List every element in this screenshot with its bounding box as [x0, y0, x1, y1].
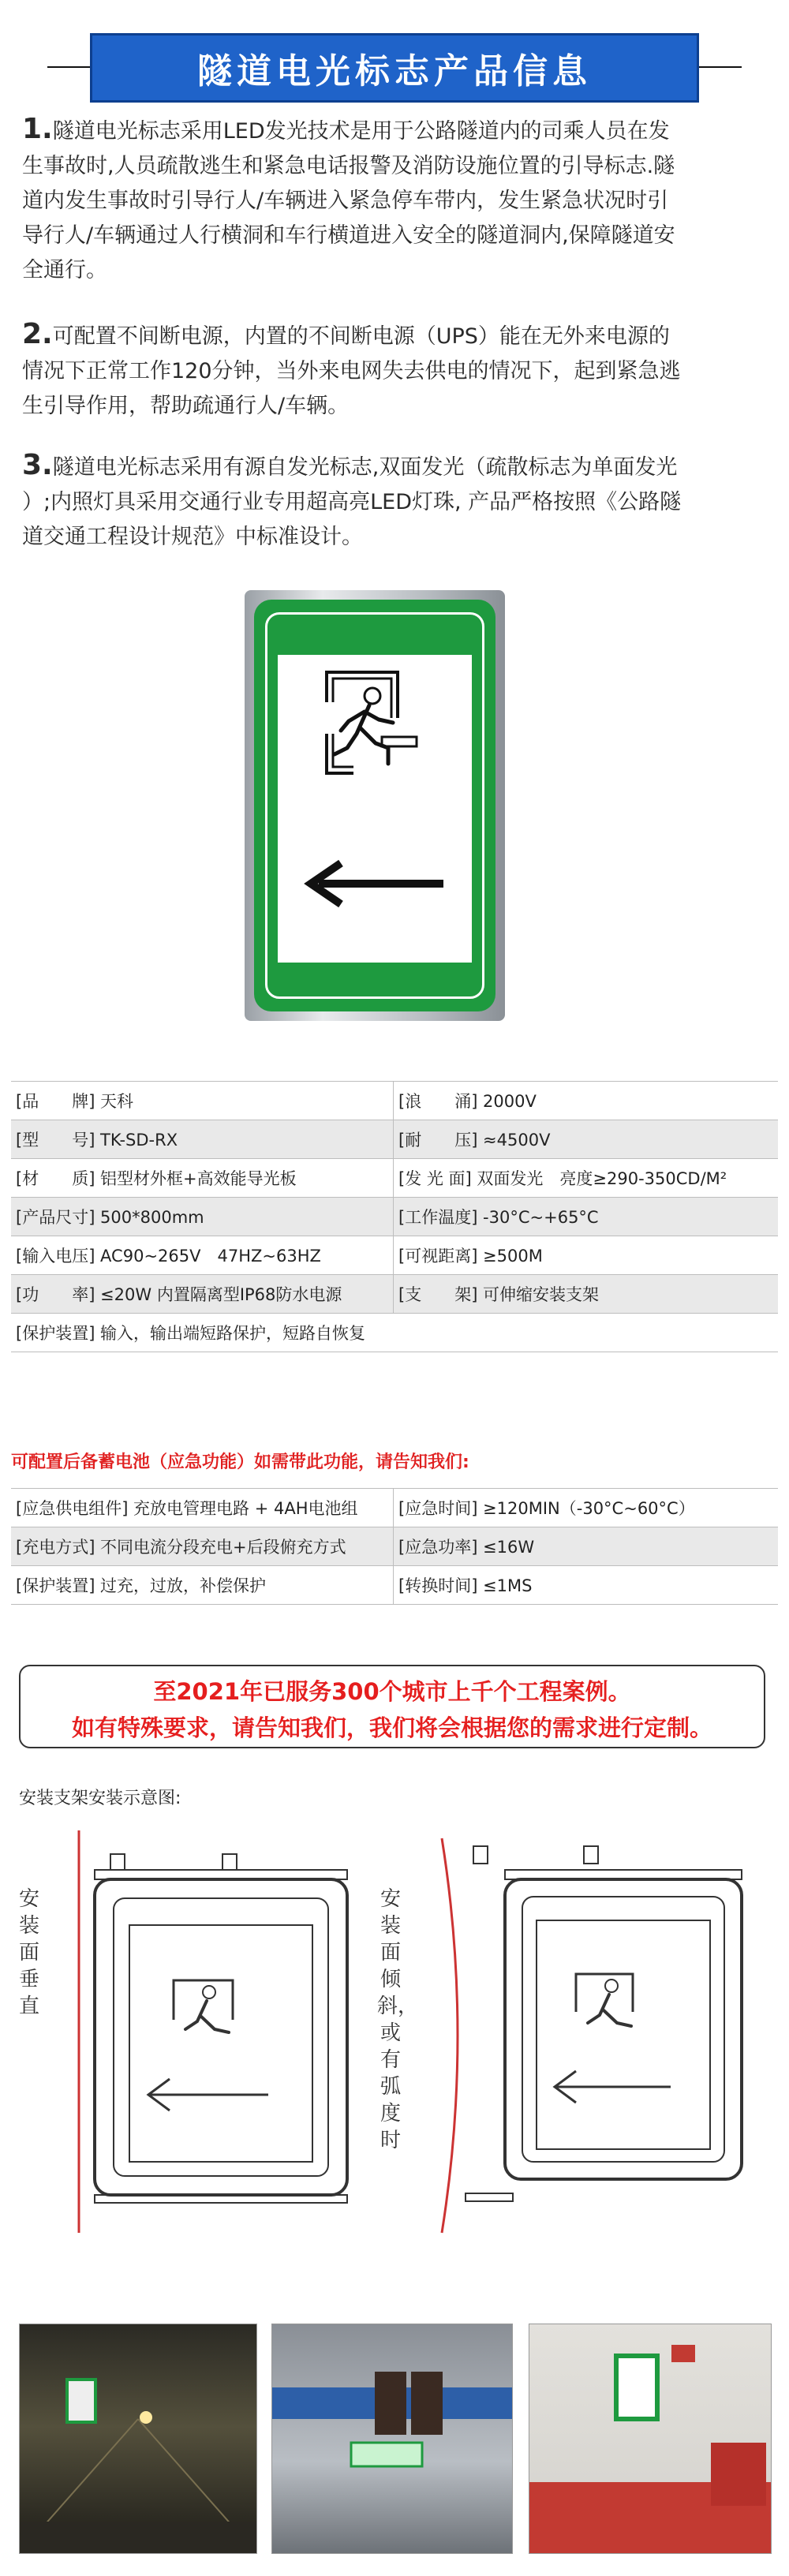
tunnel-photo-2 — [271, 2324, 513, 2554]
table-row: [型 号] TK-SD-RX [耐 压] ≈4500V — [11, 1120, 778, 1159]
intro-paragraph-3: 3.隧道电光标志采用有源自发光标志,双面发光（疏散标志为单面发光 ）;内照灯具采用交通行业专用超高亮LED灯珠, 产品严格按照《公路隧 道交通工程设计规范》中标准设计。 — [22, 449, 682, 549]
tunnel-scene-3 — [529, 2324, 771, 2553]
page-title-box — [90, 33, 699, 103]
banner-line-2: 如有特殊要求，请告知我们，我们将会根据您的需求进行定制。 — [71, 1714, 712, 1741]
table-row: [材 质] 铝型材外框+高效能导光板 [发 光 面] 双面发光 亮度≥290-350CD/M² — [11, 1159, 778, 1198]
spec-table — [11, 1081, 778, 1352]
tunnel-scene-1 — [20, 2324, 256, 2553]
table-row: [保护装置] 输入，输出端短路保护，短路自恢复 — [11, 1314, 778, 1352]
tunnel-photo-3 — [529, 2324, 772, 2554]
banner-line-1: 至2021年已服务300个城市上千个工程案例。 — [153, 1678, 631, 1705]
service-banner — [19, 1665, 765, 1748]
table-row: [应急供电组件] 充放电管理电路 + 4AH电池组 [应急时间] ≥120MIN（-30°C~60°C） — [11, 1489, 778, 1527]
install-diagram-title: 安装支架安装示意图: — [19, 1789, 181, 1808]
evacuation-sign-icon — [278, 655, 472, 963]
battery-spec-table — [11, 1488, 778, 1605]
table-row: [产品尺寸] 500*800mm [工作温度] -30°C~+65°C — [11, 1198, 778, 1236]
table-row: [保护装置] 过充，过放，补偿保护 [转换时间] ≤1MS — [11, 1566, 778, 1605]
table-row: [功 率] ≤20W 内置隔离型IP68防水电源 [支 架] 可伸缩安装支架 — [11, 1275, 778, 1314]
header-rule-left — [47, 66, 95, 68]
intro-paragraph-1: 1.隧道电光标志采用LED发光技术是用于公路隧道内的司乘人员在发 生事故时,人员疏散逃生和紧急电话报警及消防设施位置的引导标志.隧 道内发生事故时引导行人/车辆进入紧急停车带内，发生紧急状况时引 导行人/车辆通过人行横洞和车行横道进入安全的隧道洞内,保障隧道安 全通行。 — [22, 113, 675, 282]
tunnel-scene-2 — [272, 2324, 512, 2553]
intro-paragraph-2: 2.可配置不间断电源，内置的不间断电源（UPS）能在无外来电源的 情况下正常工作120分钟，当外来电网失去供电的情况下，起到紧急逃 生引导作用，帮助疏通行人/车辆。 — [22, 318, 681, 418]
tunnel-photo-1 — [19, 2324, 257, 2554]
install-label-vertical: 安装面垂直 — [18, 1887, 39, 2018]
table-row: [品 牌] 天科 [浪 涌] 2000V — [11, 1082, 778, 1120]
page-title: 隧道电光标志产品信息 — [197, 51, 592, 92]
sign-white-panel — [278, 655, 472, 963]
battery-option-note: 可配置后备蓄电池（应急功能）如需带此功能，请告知我们: — [11, 1453, 469, 1472]
table-row: [充电方式] 不同电流分段充电+后段俯充方式 [应急功率] ≤16W — [11, 1527, 778, 1566]
install-diagram-vertical — [47, 1823, 363, 2241]
table-row: [输入电压] AC90~265V 47HZ~63HZ [可视距离] ≥500M — [11, 1236, 778, 1275]
header-rule-right — [694, 66, 742, 68]
install-label-inclined: 安装面倾斜，或有弧度时 — [377, 1887, 419, 2152]
install-diagram-inclined — [418, 1823, 765, 2241]
